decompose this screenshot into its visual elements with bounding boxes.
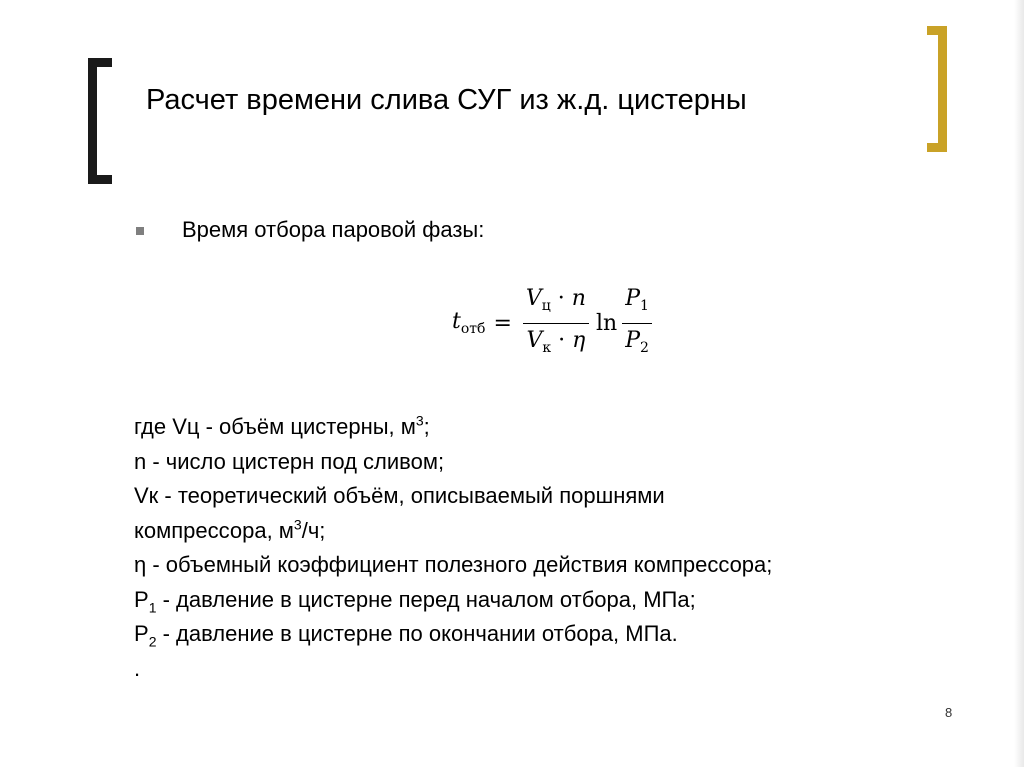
definition-line: компрессора, $м^3/ч$;	[134, 516, 326, 543]
definition-line: $P_2$ - давление в цистерне по окончании отбора, МПа.	[134, 621, 678, 650]
definition-line: где Vц - объём цистерны, $м^3$;	[134, 412, 430, 439]
definitions-list	[134, 410, 772, 686]
formula-equals: =	[493, 310, 512, 336]
definition-line: .	[134, 655, 141, 681]
fraction-denominator: $P_2$	[625, 327, 649, 356]
formula-lhs-subscript: отб	[460, 321, 486, 337]
bullet-text: Время отбора паровой фазы:	[182, 217, 485, 242]
formula-ln: ln	[595, 310, 618, 336]
definition-line: n - число цистерн под сливом;	[134, 448, 445, 474]
page-number: 8	[945, 705, 953, 720]
left-bracket-decoration	[88, 58, 112, 184]
formula-fraction-volume	[523, 284, 589, 363]
slide-edge-shadow	[1014, 0, 1024, 767]
right-bracket-decoration	[927, 26, 947, 152]
definition-line: $P_1$ - давление в цистерне перед началом отбора, МПа;	[134, 586, 696, 615]
definition-line: Vк - теоретический объём, описываемый поршнями	[134, 483, 665, 508]
formula-lhs: $t_{отб}$	[452, 309, 486, 337]
slide-title: Расчет времени слива СУГ из ж.д. цистерны	[146, 84, 747, 116]
fraction-numerator: $V_ц \cdot n$	[523, 284, 589, 324]
bullet-item	[136, 217, 484, 243]
formula	[452, 283, 655, 363]
fraction-denominator: $V_к \cdot \eta$	[526, 327, 586, 356]
definition-line: η - объемный коэффициент полезного действия компрессора;	[134, 552, 773, 577]
fraction-numerator: $P_1$	[622, 284, 652, 324]
formula-fraction-pressure	[622, 284, 652, 363]
square-bullet-icon	[136, 227, 144, 235]
